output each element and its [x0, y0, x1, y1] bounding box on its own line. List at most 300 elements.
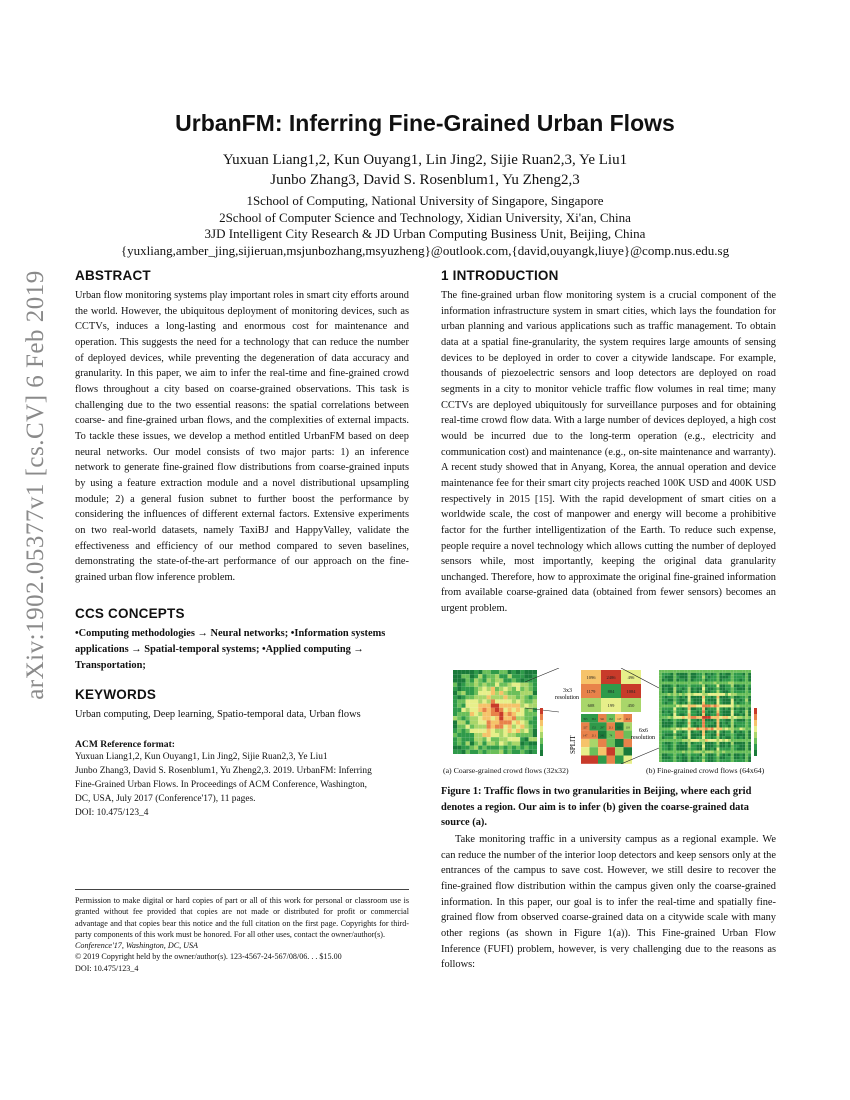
heatmap-cell	[699, 753, 702, 756]
heatmap-cell	[714, 684, 717, 687]
heatmap-cell	[495, 678, 499, 682]
heatmap-cell	[478, 746, 482, 750]
heatmap-cell	[482, 750, 486, 754]
heatmap-cell	[512, 750, 516, 754]
heatmap-cell	[503, 750, 507, 754]
heatmap-cell	[524, 695, 528, 699]
heatmap-cell	[714, 673, 717, 676]
heatmap-cell	[711, 725, 714, 728]
heatmap-cell	[694, 705, 697, 708]
heatmap-cell	[737, 684, 740, 687]
heatmap-cell	[696, 739, 699, 742]
heatmap-cell	[679, 745, 682, 748]
heatmap-cell	[734, 713, 737, 716]
heatmap-cell	[499, 729, 503, 733]
heatmap-cell	[533, 704, 537, 708]
heatmap-cell	[711, 736, 714, 739]
heatmap-cell	[671, 730, 674, 733]
heatmap-cell	[728, 676, 731, 679]
heatmap-cell	[728, 756, 731, 759]
heatmap-cell	[722, 693, 725, 696]
heatmap-cell	[524, 674, 528, 678]
heatmap-cell	[482, 674, 486, 678]
heatmap-cell	[737, 748, 740, 751]
heatmap-cell	[671, 693, 674, 696]
heatmap-cell	[482, 725, 486, 729]
heatmap-cell	[474, 678, 478, 682]
heatmap-cell	[495, 687, 499, 691]
heatmap-cell	[728, 716, 731, 719]
heatmap-cell	[512, 737, 516, 741]
heatmap-cell	[659, 684, 662, 687]
reference-format	[75, 739, 409, 820]
heatmap-cell	[491, 699, 495, 703]
heatmap-cell	[734, 739, 737, 742]
heatmap-cell	[717, 739, 720, 742]
heatmap-cell	[516, 720, 520, 724]
heatmap-cell	[737, 751, 740, 754]
heatmap-cell	[740, 728, 743, 731]
heatmap-cell	[711, 690, 714, 693]
heatmap-cell	[725, 696, 728, 699]
heatmap-cell	[734, 696, 737, 699]
heatmap-cell	[728, 670, 731, 673]
heatmap-cell	[516, 699, 520, 703]
heatmap-cell	[470, 708, 474, 712]
heatmap-cell	[673, 745, 676, 748]
heatmap-cell	[512, 678, 516, 682]
heatmap-cell	[725, 733, 728, 736]
heatmap-cell	[708, 699, 711, 702]
heatmap-cell	[679, 676, 682, 679]
heatmap-cell	[717, 748, 720, 751]
heatmap-cell	[719, 739, 722, 742]
heatmap-cell	[694, 733, 697, 736]
heatmap-cell	[665, 687, 668, 690]
heatmap-cell	[737, 702, 740, 705]
heatmap-cell	[740, 725, 743, 728]
heatmap-cell	[688, 759, 691, 762]
heatmap-cell	[685, 759, 688, 762]
heatmap-cell	[685, 707, 688, 710]
heatmap-cell	[722, 751, 725, 754]
heatmap-cell	[474, 725, 478, 729]
heatmap-cell	[659, 733, 662, 736]
heatmap-cell	[533, 750, 537, 754]
heatmap-cell	[694, 707, 697, 710]
heatmap-cell	[533, 712, 537, 716]
heatmap-cell	[676, 679, 679, 682]
heatmap-cell	[691, 728, 694, 731]
heatmap-cell	[705, 707, 708, 710]
heatmap-cell	[688, 696, 691, 699]
heatmap-cell	[740, 756, 743, 759]
abstract-text: Urban flow monitoring systems play important roles in smart city efforts around the world. However, the ubiquitous deployment of monitoring devices, such as CCTVs, induces a long-lasting and enormous cost for maintenance and operation. This suggests the need for a technology that can reduce the number of deployed devices, while preventing the degeneration of data accuracy and granularity. In this paper, we aim to infer the real-time and fine-grained crowd flows throughout a city based on coarse-grained observations. This task is challenging due to the two essential reasons: the spatial correlations between coarse- and fine-grained urban flows, and the complexities of external impacts. To tackle these issues, we develop a method entitled UrbanFM based on deep neural networks. Our model consists of two major parts: 1) an inference network to generate fine-grained flow distributions from coarse-grained inputs by using a feature extraction module and a novel distributional upsampling module; 2) a general fusion subnet to further boost the performance by considering the influences of different external factors. Extensive experiments on two real-world datasets, namely TaxiBJ and HappyValley, validate the effectiveness and efficiency of our method compared to seven baselines, demonstrating the state-of-the-art performance of our approach on the fine-grained urban flow inference problem.	[75, 290, 409, 583]
heatmap-cell	[725, 670, 728, 673]
heatmap-cell	[482, 683, 486, 687]
heatmap-cell	[671, 742, 674, 745]
heatmap-cell	[748, 710, 751, 713]
heatmap-cell	[728, 736, 731, 739]
heatmap-cell	[719, 716, 722, 719]
heatmap-cell	[705, 716, 708, 719]
heatmap-cell	[731, 722, 734, 725]
heatmap-cell	[676, 676, 679, 679]
heatmap-cell	[461, 683, 465, 687]
heatmap-cell	[679, 693, 682, 696]
heatmap-cell	[717, 705, 720, 708]
heatmap-cell	[682, 733, 685, 736]
label-split: SPLIT	[569, 735, 577, 754]
heatmap-cell	[722, 753, 725, 756]
heatmap-cell	[491, 687, 495, 691]
heatmap-cell	[745, 687, 748, 690]
heatmap-cell	[702, 753, 705, 756]
heatmap-cell	[662, 759, 665, 762]
heatmap-cell	[665, 725, 668, 728]
heatmap-cell	[673, 753, 676, 756]
heatmap-cell	[714, 719, 717, 722]
heatmap-cell	[478, 737, 482, 741]
heatmap-cell	[728, 679, 731, 682]
heatmap-cell	[679, 728, 682, 731]
heatmap-cell	[533, 741, 537, 745]
heatmap-cell	[728, 713, 731, 716]
heatmap-cell	[740, 742, 743, 745]
heatmap-cell	[696, 733, 699, 736]
heatmap-cell	[668, 673, 671, 676]
heatmap-cell	[734, 753, 737, 756]
heatmap-cell	[512, 683, 516, 687]
heatmap-cell	[491, 708, 495, 712]
heatmap-cell	[717, 690, 720, 693]
heatmap-cell	[708, 673, 711, 676]
heatmap-cell	[748, 679, 751, 682]
heatmap-cell	[520, 674, 524, 678]
heatmap-cell	[708, 739, 711, 742]
heatmap-cell	[725, 722, 728, 725]
heatmap-cell	[694, 693, 697, 696]
heatmap-cell	[696, 705, 699, 708]
heatmap-cell	[461, 704, 465, 708]
left-column	[75, 268, 409, 820]
heatmap-cell	[679, 733, 682, 736]
colorbar-step	[540, 708, 543, 714]
heatmap-cell	[478, 695, 482, 699]
reference-line: DC, USA, July 2017 (Conference'17), 11 pages.	[75, 793, 256, 804]
heatmap-cell	[676, 728, 679, 731]
heatmap-cell	[470, 737, 474, 741]
heatmap-cell	[708, 730, 711, 733]
heatmap-cell	[719, 702, 722, 705]
heatmap-cell	[503, 699, 507, 703]
heatmap-cell	[662, 670, 665, 673]
heatmap-cell	[737, 707, 740, 710]
heatmap-cell	[688, 693, 691, 696]
heatmap-cell	[676, 716, 679, 719]
heatmap-cell	[495, 674, 499, 678]
heatmap-cell	[529, 691, 533, 695]
heatmap-cell	[512, 733, 516, 737]
heatmap-cell	[740, 679, 743, 682]
heatmap-cell	[516, 725, 520, 729]
heatmap-cell	[722, 705, 725, 708]
heatmap-cell	[740, 719, 743, 722]
heatmap-cell	[508, 733, 512, 737]
heatmap-cell	[662, 684, 665, 687]
colorbar-step	[754, 732, 757, 738]
heatmap-cell	[728, 693, 731, 696]
heatmap-cell	[748, 702, 751, 705]
heatmap-cell	[662, 676, 665, 679]
heatmap-cell	[478, 741, 482, 745]
heatmap-cell	[685, 748, 688, 751]
heatmap-cell	[487, 674, 491, 678]
heatmap-cell	[708, 745, 711, 748]
heatmap-cell	[705, 753, 708, 756]
heatmap-cell	[503, 733, 507, 737]
heatmap-cell	[708, 728, 711, 731]
heatmap-cell	[529, 704, 533, 708]
heatmap-cell	[699, 702, 702, 705]
zoom-fine-value: 393	[583, 718, 588, 721]
heatmap-cell	[734, 751, 737, 754]
coarse-grained-map	[453, 670, 537, 754]
heatmap-cell	[508, 691, 512, 695]
heatmap-cell	[696, 690, 699, 693]
heatmap-cell	[659, 756, 662, 759]
heatmap-cell	[691, 690, 694, 693]
zoom-fine-cell	[590, 756, 599, 764]
heatmap-cell	[671, 739, 674, 742]
heatmap-cell	[524, 733, 528, 737]
heatmap-cell	[524, 683, 528, 687]
heatmap-cell	[662, 707, 665, 710]
heatmap-cell	[461, 699, 465, 703]
heatmap-cell	[699, 696, 702, 699]
heatmap-cell	[714, 736, 717, 739]
heatmap-cell	[731, 733, 734, 736]
heatmap-cell	[529, 741, 533, 745]
heatmap-cell	[748, 728, 751, 731]
heatmap-cell	[520, 670, 524, 674]
heatmap-cell	[691, 670, 694, 673]
heatmap-cell	[512, 670, 516, 674]
heatmap-cell	[671, 702, 674, 705]
heatmap-cell	[520, 720, 524, 724]
heatmap-cell	[685, 702, 688, 705]
heatmap-cell	[728, 690, 731, 693]
heatmap-cell	[719, 710, 722, 713]
heatmap-cell	[457, 750, 461, 754]
heatmap-cell	[491, 674, 495, 678]
abstract-heading: ABSTRACT	[75, 268, 151, 283]
heatmap-cell	[503, 691, 507, 695]
heatmap-cell	[696, 710, 699, 713]
heatmap-cell	[470, 687, 474, 691]
heatmap-cell	[453, 733, 457, 737]
heatmap-cell	[529, 737, 533, 741]
heatmap-cell	[748, 751, 751, 754]
heatmap-cell	[516, 741, 520, 745]
heatmap-cell	[668, 739, 671, 742]
heatmap-cell	[702, 699, 705, 702]
heatmap-cell	[529, 687, 533, 691]
heatmap-cell	[495, 733, 499, 737]
heatmap-cell	[711, 716, 714, 719]
heatmap-cell	[705, 730, 708, 733]
heatmap-cell	[717, 730, 720, 733]
heatmap-cell	[745, 679, 748, 682]
heatmap-cell	[685, 742, 688, 745]
heatmap-cell	[516, 708, 520, 712]
heatmap-cell	[659, 748, 662, 751]
heatmap-cell	[745, 751, 748, 754]
heatmap-cell	[676, 722, 679, 725]
heatmap-cell	[478, 699, 482, 703]
heatmap-cell	[734, 733, 737, 736]
heatmap-cell	[495, 670, 499, 674]
heatmap-cell	[734, 679, 737, 682]
heatmap-cell	[694, 682, 697, 685]
heatmap-cell	[740, 751, 743, 754]
heatmap-cell	[453, 712, 457, 716]
heatmap-cell	[699, 713, 702, 716]
heatmap-cell	[711, 693, 714, 696]
zoom-cell-value: 1179	[586, 689, 596, 694]
heatmap-cell	[694, 673, 697, 676]
heatmap-cell	[665, 742, 668, 745]
heatmap-cell	[461, 712, 465, 716]
colorbar-step	[540, 744, 543, 750]
colorbar-step	[754, 726, 757, 732]
heatmap-cell	[499, 708, 503, 712]
heatmap-cell	[495, 729, 499, 733]
heatmap-cell	[731, 730, 734, 733]
heatmap-cell	[717, 722, 720, 725]
heatmap-cell	[688, 710, 691, 713]
heatmap-cell	[691, 707, 694, 710]
heatmap-cell	[719, 713, 722, 716]
heatmap-cell	[520, 712, 524, 716]
heatmap-cell	[487, 678, 491, 682]
heatmap-cell	[676, 739, 679, 742]
affiliation-3: 3JD Intelligent City Research & JD Urban Computing Business Unit, Beijing, China	[204, 226, 646, 241]
heatmap-cell	[702, 719, 705, 722]
heatmap-cell	[702, 745, 705, 748]
heatmap-cell	[717, 696, 720, 699]
heatmap-cell	[474, 729, 478, 733]
heatmap-cell	[728, 751, 731, 754]
heatmap-cell	[457, 678, 461, 682]
zoom-fine-cell	[615, 731, 624, 739]
heatmap-cell	[508, 708, 512, 712]
heatmap-cell	[694, 676, 697, 679]
heatmap-cell	[453, 683, 457, 687]
heatmap-cell	[487, 670, 491, 674]
heatmap-cell	[499, 699, 503, 703]
heatmap-cell	[516, 678, 520, 682]
heatmap-cell	[466, 699, 470, 703]
heatmap-cell	[708, 722, 711, 725]
heatmap-cell	[737, 733, 740, 736]
heatmap-cell	[742, 722, 745, 725]
heatmap-cell	[694, 736, 697, 739]
heatmap-cell	[482, 695, 486, 699]
heatmap-cell	[699, 707, 702, 710]
heatmap-cell	[705, 725, 708, 728]
heatmap-cell	[719, 719, 722, 722]
heatmap-cell	[691, 699, 694, 702]
heatmap-cell	[520, 704, 524, 708]
heatmap-cell	[474, 716, 478, 720]
heatmap-cell	[748, 676, 751, 679]
heatmap-cell	[665, 696, 668, 699]
heatmap-cell	[714, 748, 717, 751]
heatmap-cell	[673, 676, 676, 679]
heatmap-cell	[696, 751, 699, 754]
heatmap-cell	[466, 746, 470, 750]
heatmap-cell	[676, 702, 679, 705]
introduction-paragraph-2: Take monitoring traffic in a university campus as a regional example. We can reduce the number of the interior loop detectors and keep sensors only at the entrances of the campus to save cost. However, we still desire to recover the fine-grained flow distribution within the campus given only the coarse-grained information. In this paper, our goal is to infer the real-time and spatially fine-grained flow from observed coarse-grained data on a citywide scale with many other regions (as shown in Figure 1(a)). This Fine-grained Urban Flow Inference (FUFI) problem, however, is very challenging due to the reasons as follows:	[441, 834, 776, 971]
heatmap-cell	[725, 716, 728, 719]
heatmap-cell	[714, 679, 717, 682]
heatmap-cell	[503, 687, 507, 691]
heatmap-cell	[742, 713, 745, 716]
heatmap-cell	[516, 729, 520, 733]
heatmap-cell	[668, 719, 671, 722]
heatmap-cell	[533, 733, 537, 737]
heatmap-cell	[685, 679, 688, 682]
affiliation-1: 1School of Computing, National University of Singapore, Singapore	[246, 193, 604, 208]
heatmap-cell	[705, 693, 708, 696]
heatmap-cell	[662, 679, 665, 682]
heatmap-cell	[533, 691, 537, 695]
heatmap-cell	[734, 673, 737, 676]
label-resolution-a: resolution	[555, 695, 579, 701]
heatmap-cell	[671, 751, 674, 754]
heatmap-cell	[668, 684, 671, 687]
ccs-heading: CCS CONCEPTS	[75, 606, 185, 622]
heatmap-cell	[694, 687, 697, 690]
heatmap-cell	[671, 670, 674, 673]
heatmap-cell	[711, 742, 714, 745]
heatmap-cell	[722, 687, 725, 690]
heatmap-cell	[740, 710, 743, 713]
zoom-fine-cell	[607, 756, 616, 764]
heatmap-cell	[470, 725, 474, 729]
heatmap-cell	[714, 733, 717, 736]
heatmap-cell	[705, 742, 708, 745]
heatmap-cell	[688, 713, 691, 716]
heatmap-cell	[662, 733, 665, 736]
heatmap-cell	[699, 728, 702, 731]
heatmap-cell	[662, 673, 665, 676]
heatmap-cell	[725, 753, 728, 756]
heatmap-cell	[719, 673, 722, 676]
heatmap-cell	[508, 725, 512, 729]
heatmap-cell	[457, 670, 461, 674]
heatmap-cell	[470, 712, 474, 716]
heatmap-cell	[665, 728, 668, 731]
heatmap-cell	[682, 716, 685, 719]
heatmap-cell	[516, 716, 520, 720]
heatmap-cell	[478, 683, 482, 687]
heatmap-cell	[719, 679, 722, 682]
reference-line: Junbo Zhang3, David S. Rosenblum1, Yu Zheng2,3. 2019. UrbanFM: Inferring	[75, 765, 372, 776]
heatmap-cell	[495, 708, 499, 712]
heatmap-cell	[676, 730, 679, 733]
